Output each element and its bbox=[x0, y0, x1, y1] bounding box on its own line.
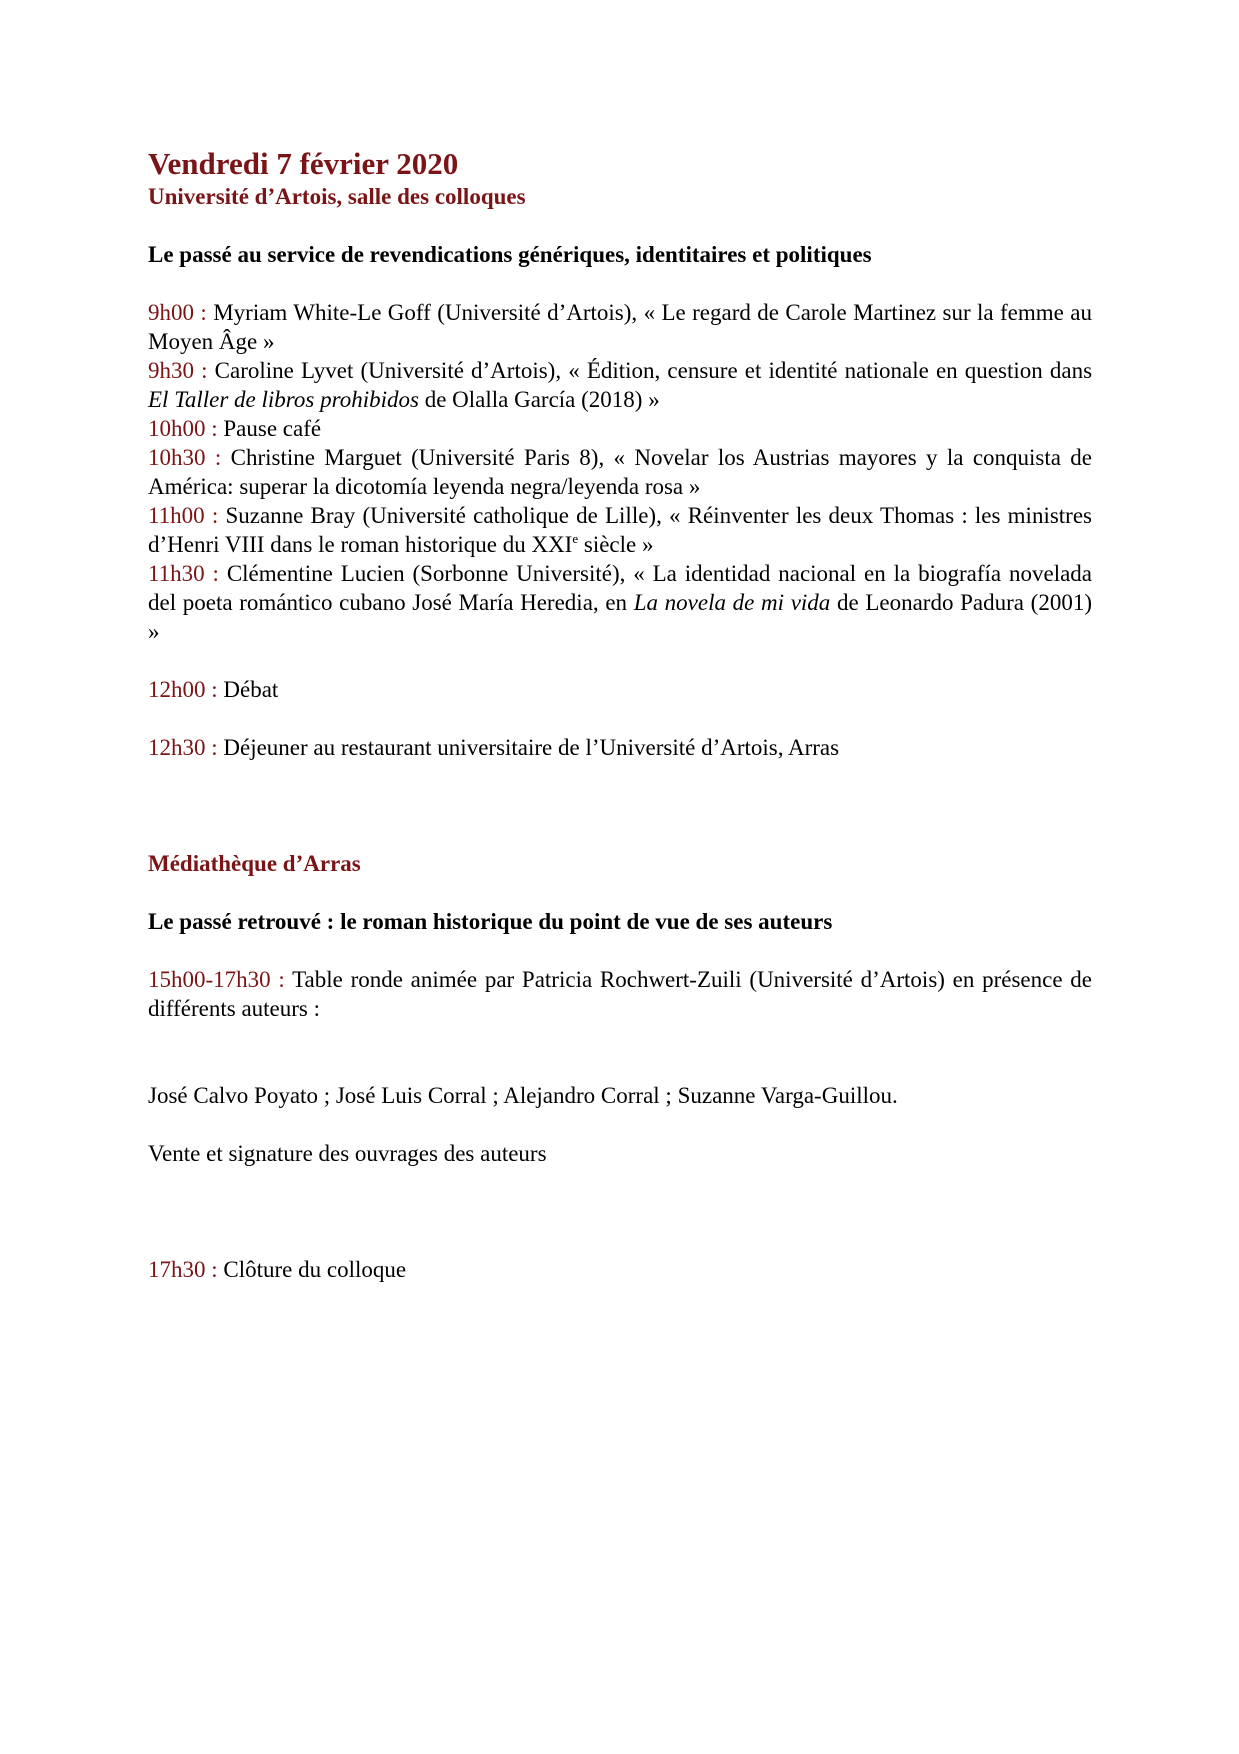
debate bbox=[148, 675, 1092, 704]
talk-text: Clémentine Lucien (Sorbonne Université), « La identidad nacional en la biografía novelada del poeta romántico cubano José María Heredia, en bbox=[148, 561, 1092, 615]
book-title: La novela de mi vida bbox=[633, 590, 831, 615]
talk-1100 bbox=[148, 501, 1092, 559]
book-signing: Vente et signature des ouvrages des auteurs bbox=[148, 1141, 547, 1166]
talk-text: de Olalla García (2018) » bbox=[418, 387, 660, 412]
session-2-title: Le passé retrouvé : le roman historique du point de vue de ses auteurs bbox=[148, 909, 833, 934]
talk-1130 bbox=[148, 559, 1092, 646]
venue-heading: Université d’Artois, salle des colloques bbox=[148, 184, 526, 209]
talk-text: Christine Marguet (Université Paris 8), « Novelar los Austrias mayores y la conquista de América: superar la dicotomía leyenda negra/leyenda rosa » bbox=[148, 445, 1093, 499]
coffee-break bbox=[148, 414, 1092, 443]
talk-0900 bbox=[148, 298, 1092, 356]
debate-text: Débat bbox=[223, 677, 279, 702]
closing bbox=[148, 1255, 1092, 1284]
closing-time: 17h30 : bbox=[148, 1257, 218, 1282]
talk-text: Myriam White-Le Goff (Université d’Artois), « Le regard de Carole Martinez sur la femme au Moyen Âge » bbox=[148, 300, 1092, 354]
talk-time: 11h30 : bbox=[148, 561, 219, 586]
talk-time: 9h00 : bbox=[148, 300, 207, 325]
roundtable-time: 15h00-17h30 : bbox=[148, 967, 285, 992]
book-title: El Taller de libros prohibidos bbox=[148, 387, 419, 412]
mediatheque-heading: Médiathèque d’Arras bbox=[148, 851, 361, 876]
superscript: e bbox=[572, 531, 579, 546]
talk-text: Suzanne Bray (Université catholique de Lille), « Réinventer les deux Thomas : les ministres d’Henri VIII dans le roman historique du XXI bbox=[148, 503, 1092, 557]
talk-time: 10h00 : bbox=[148, 416, 218, 441]
talk-text: Caroline Lyvet (Université d’Artois), « Édition, censure et identité nationale en question dans bbox=[214, 358, 1093, 383]
authors-list: José Calvo Poyato ; José Luis Corral ; Alejandro Corral ; Suzanne Varga-Guillou. bbox=[148, 1083, 898, 1108]
talk-text: de Leonardo Padura (2001) » bbox=[148, 590, 1092, 644]
talk-1030 bbox=[148, 443, 1092, 501]
lunch bbox=[148, 733, 1092, 762]
lunch-time: 12h30 : bbox=[148, 735, 218, 760]
talk-text: siècle » bbox=[578, 532, 654, 557]
day-title: Vendredi 7 février 2020 bbox=[148, 146, 459, 181]
debate-time: 12h00 : bbox=[148, 677, 218, 702]
program-page bbox=[148, 146, 1092, 1284]
closing-text: Clôture du colloque bbox=[223, 1257, 407, 1282]
lunch-text: Déjeuner au restaurant universitaire de l’Université d’Artois, Arras bbox=[223, 735, 840, 760]
talk-time: 11h00 : bbox=[148, 503, 219, 528]
session-1-title: Le passé au service de revendications génériques, identitaires et politiques bbox=[148, 242, 872, 267]
talk-0930 bbox=[148, 356, 1092, 414]
talk-text: Pause café bbox=[223, 416, 322, 441]
roundtable bbox=[148, 965, 1092, 1023]
talk-time: 10h30 : bbox=[148, 445, 222, 470]
talk-time: 9h30 : bbox=[148, 358, 208, 383]
roundtable-text: Table ronde animée par Patricia Rochwert-Zuili (Université d’Artois) en présence de différents auteurs : bbox=[148, 967, 1092, 1021]
